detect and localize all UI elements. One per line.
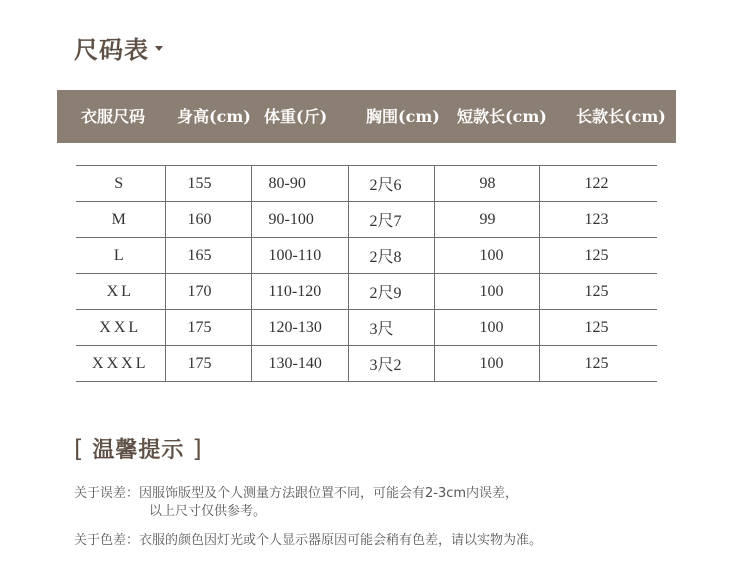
table-row (76, 310, 657, 346)
cell-size: S (76, 166, 165, 202)
cell-bust: 2尺9 (348, 274, 434, 310)
note-color-text: 关于色差：衣服的颜色因灯光或个人显示器原因可能会稍有色差，请以实物为准。 (74, 533, 543, 548)
cell-bust: 2尺8 (348, 238, 434, 274)
page-title (74, 30, 163, 65)
cell-short-length: 99 (434, 202, 539, 238)
cell-short-length: 100 (434, 274, 539, 310)
note-error (74, 485, 518, 521)
header-bust: 胸围(cm) (366, 107, 440, 126)
cell-bust: 3尺2 (348, 346, 434, 382)
table-row (76, 238, 657, 274)
header-size: 衣服尺码 (81, 107, 146, 126)
header-long-length: 长款长(cm) (576, 107, 666, 126)
cell-long-length: 125 (539, 274, 657, 310)
cell-size: M (76, 202, 165, 238)
cell-height: 165 (165, 238, 251, 274)
cell-long-length: 125 (539, 310, 657, 346)
cell-short-length: 98 (434, 166, 539, 202)
tips-heading (74, 433, 203, 464)
header-short-length: 短款长(cm) (457, 107, 547, 126)
cell-short-length: 100 (434, 238, 539, 274)
note-error-line2: 以上尺寸仅供参考。 (149, 504, 267, 519)
cell-size: XXL (76, 310, 165, 346)
header-height: 身高(cm) (177, 107, 251, 126)
caret-down-icon (155, 46, 163, 51)
tips-bracket-close: ] (192, 434, 203, 463)
cell-weight: 110-120 (251, 274, 348, 310)
cell-height: 170 (165, 274, 251, 310)
table-row (76, 202, 657, 238)
header-weight: 体重(斤) (264, 107, 328, 126)
cell-size: L (76, 238, 165, 274)
table-row (76, 346, 657, 382)
cell-long-length: 123 (539, 202, 657, 238)
cell-bust: 2尺7 (348, 202, 434, 238)
cell-height: 160 (165, 202, 251, 238)
cell-weight: 130-140 (251, 346, 348, 382)
cell-height: 155 (165, 166, 251, 202)
cell-size: XXXL (76, 346, 165, 382)
cell-height: 175 (165, 346, 251, 382)
cell-long-length: 122 (539, 166, 657, 202)
cell-height: 175 (165, 310, 251, 346)
cell-bust: 2尺6 (348, 166, 434, 202)
cell-weight: 90-100 (251, 202, 348, 238)
cell-weight: 120-130 (251, 310, 348, 346)
cell-long-length: 125 (539, 238, 657, 274)
cell-size: XL (76, 274, 165, 310)
cell-bust: 3尺 (348, 310, 434, 346)
cell-short-length: 100 (434, 310, 539, 346)
cell-weight: 80-90 (251, 166, 348, 202)
cell-long-length: 125 (539, 346, 657, 382)
size-table (76, 165, 657, 382)
table-header-band (57, 90, 676, 143)
page-title-text: 尺码表 (74, 36, 149, 64)
note-color (74, 532, 542, 550)
tips-title: 温馨提示 (92, 438, 185, 463)
cell-weight: 100-110 (251, 238, 348, 274)
table-row (76, 166, 657, 202)
note-error-line1: 关于误差：因服饰版型及个人测量方法跟位置不同，可能会有2-3cm内误差， (74, 486, 519, 501)
cell-short-length: 100 (434, 346, 539, 382)
table-row (76, 274, 657, 310)
tips-bracket-open: [ (74, 434, 85, 463)
